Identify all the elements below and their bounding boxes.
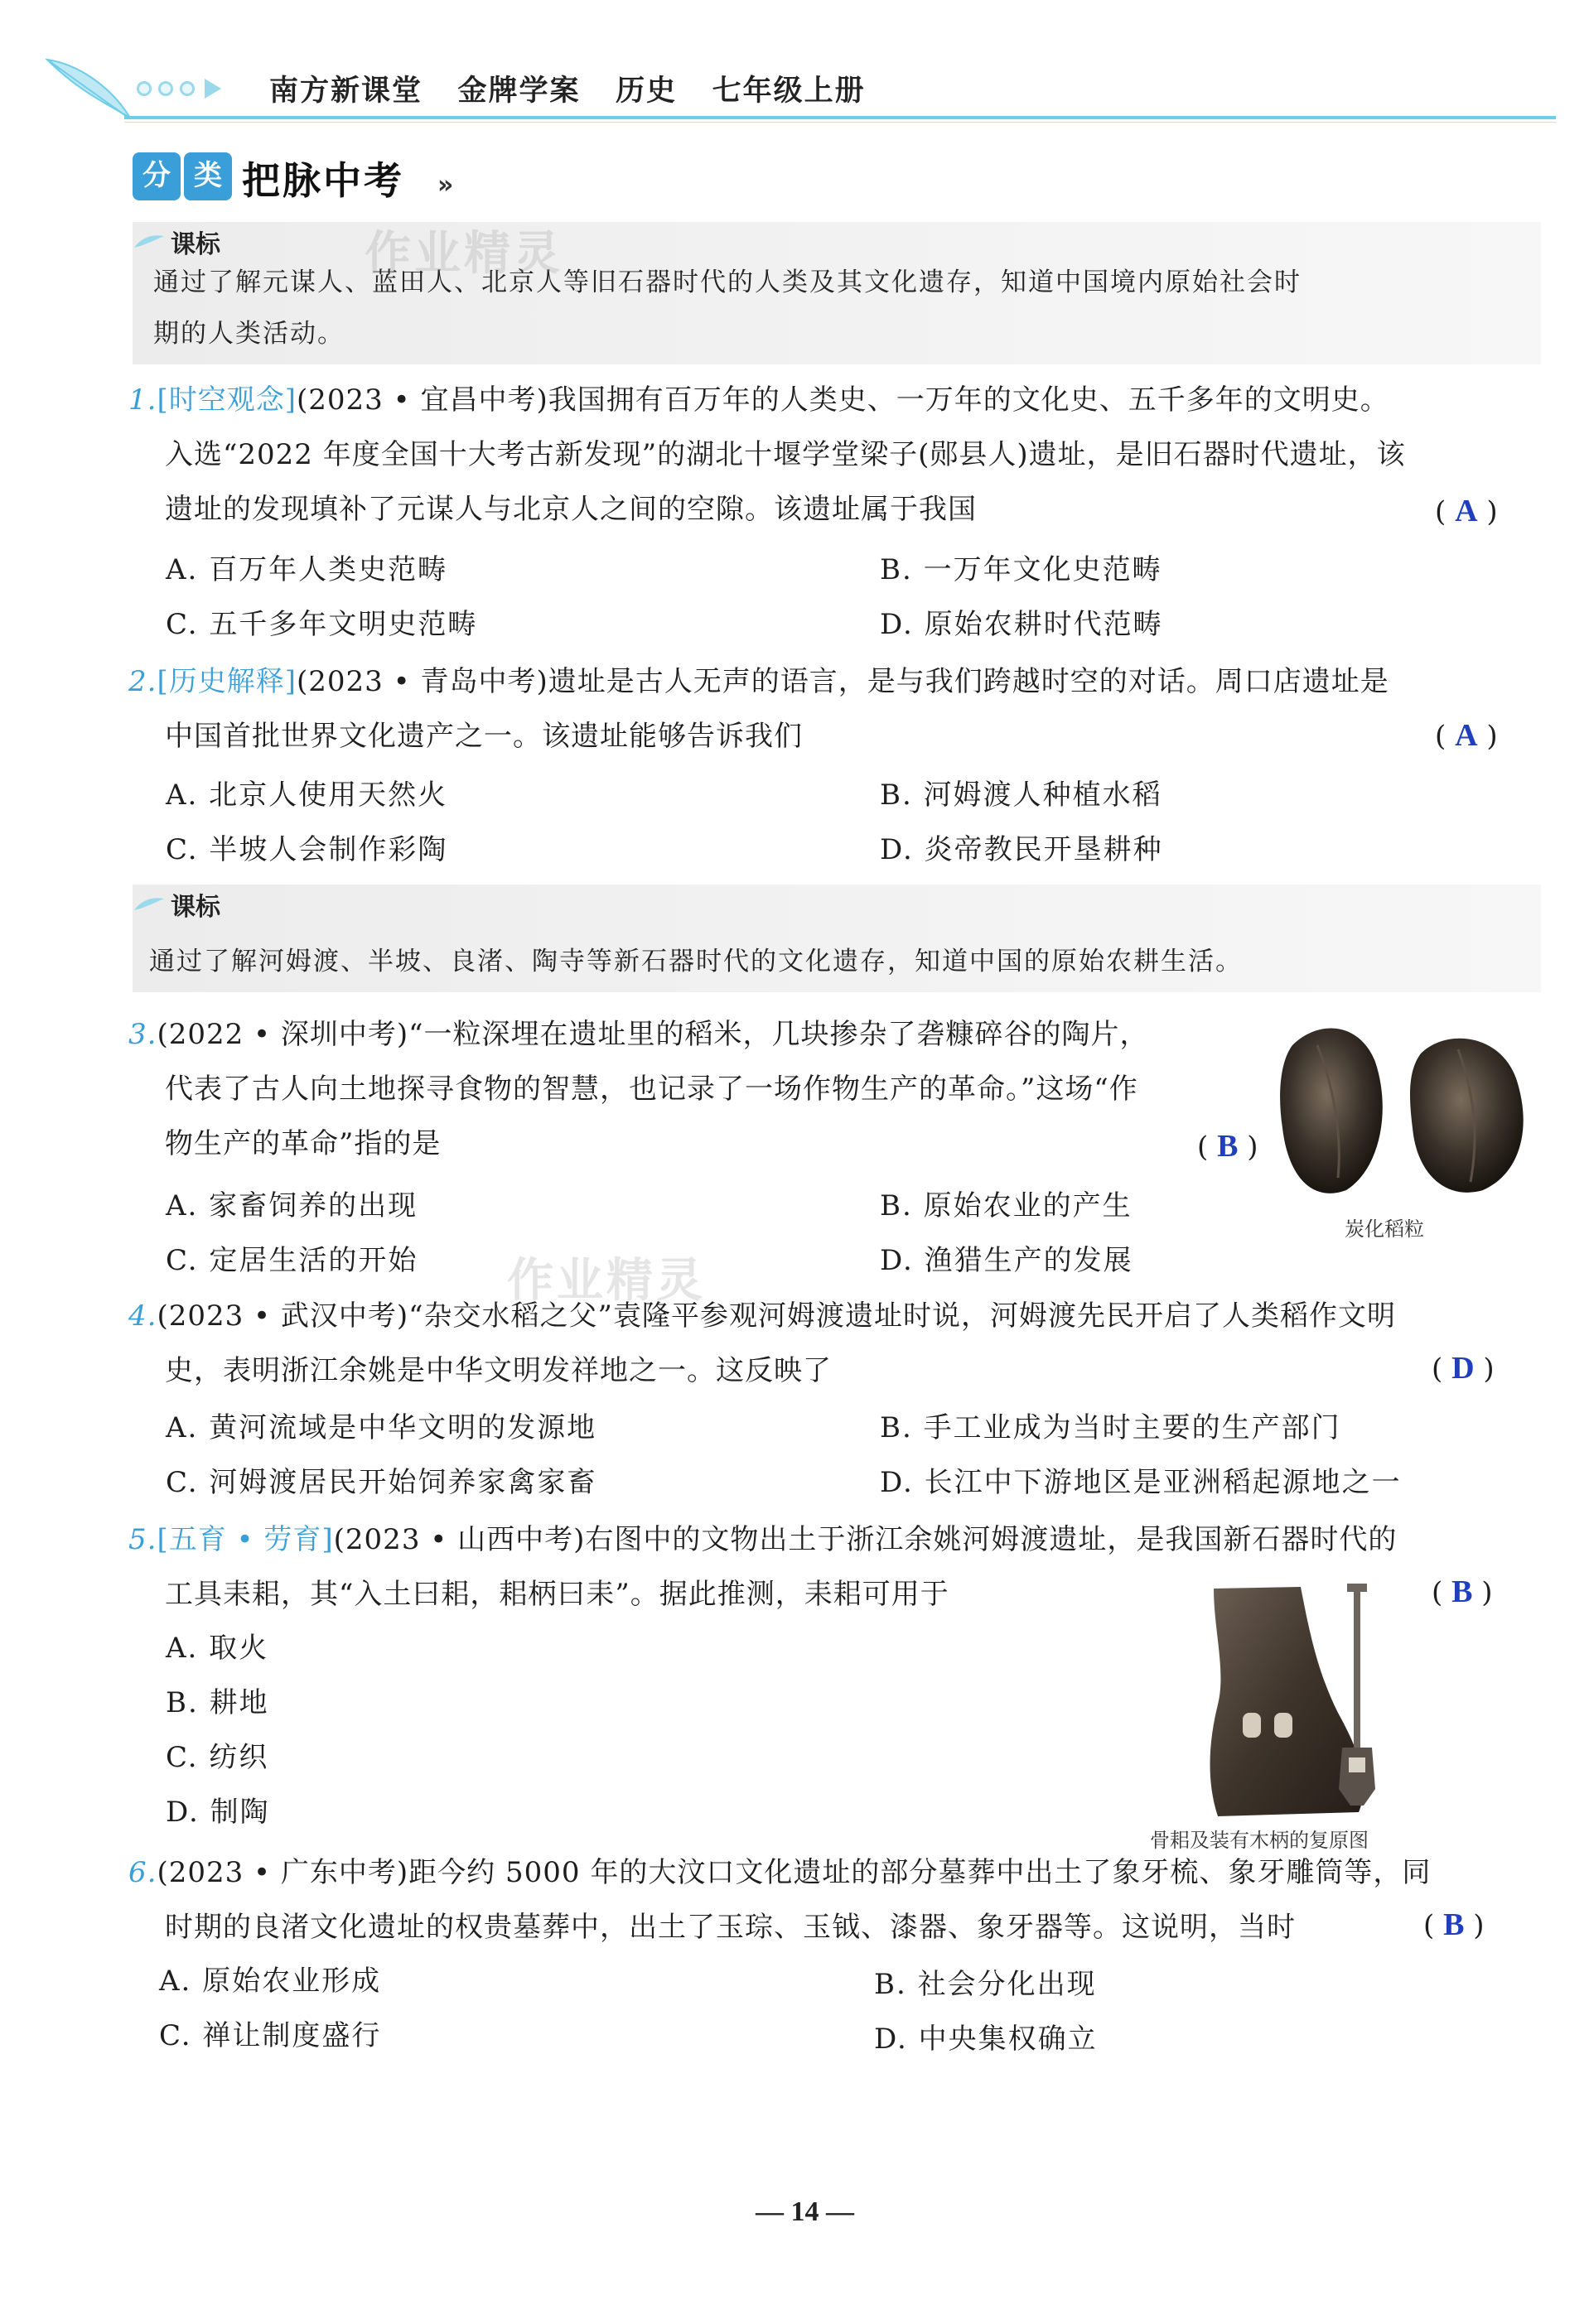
question-line: (2023 • 宜昌中考)我国拥有百万年的人类史、一万年的文化史、五千多年的文明史。 <box>296 383 1389 417</box>
option: D. 渔猎生产的发展 <box>880 1244 1133 1277</box>
question-line: (2022 • 深圳中考)“一粒深埋在遗址里的稻米，几块掺杂了砻糠碎谷的陶片， <box>157 1018 1149 1051</box>
question-line: 史，表明浙江余姚是中华文明发祥地之一。这反映了 <box>165 1354 832 1387</box>
option: A. 百万年人类史范畴 <box>166 553 448 586</box>
question-line: 时期的良渚文化遗址的权贵墓葬中，出土了玉琮、玉钺、漆器、象牙器等。这说明，当时 <box>165 1911 1296 1944</box>
answer-value: D <box>1451 1351 1475 1386</box>
option: B. 耕地 <box>166 1686 269 1719</box>
curriculum-line: 期的人类活动。 <box>153 319 345 349</box>
question-line: 入选“2022 年度全国十大考古新发现”的湖北十堰学堂梁子(郧县人)遗址，是旧石器时代遗址，该 <box>165 438 1406 471</box>
dot-icon <box>180 81 195 96</box>
option: A. 北京人使用天然火 <box>166 779 448 812</box>
answer-value: A <box>1455 494 1478 528</box>
answer-value: B <box>1217 1129 1239 1164</box>
option: D. 原始农耕时代范畴 <box>880 608 1163 641</box>
answer-value: A <box>1455 718 1478 753</box>
question-2 <box>128 654 1389 764</box>
question-tag: [时空观念] <box>157 383 297 417</box>
curriculum-label: 课标 <box>133 886 220 923</box>
question-4 <box>128 1289 1396 1398</box>
question-number: 1. <box>128 383 157 417</box>
watermark: 作业精灵 <box>365 227 563 281</box>
question-tag: [历史解释] <box>157 665 297 698</box>
header-title: 南方新课堂 金牌学案 历史 七年级上册 <box>269 75 866 108</box>
curriculum-line: 通过了解河姆渡、半坡、良渚、陶寺等新石器时代的文化遗存，知道中国的原始农耕生活。 <box>149 947 1243 976</box>
question-1 <box>128 373 1406 537</box>
image-caption: 骨耜及装有木柄的复原图 <box>1150 1829 1369 1852</box>
option: D. 中央集权确立 <box>874 2023 1098 2056</box>
header-divider <box>124 116 1556 119</box>
answer-value: B <box>1451 1574 1473 1609</box>
option: B. 河姆渡人种植水稻 <box>880 779 1162 812</box>
feather-icon <box>133 895 166 914</box>
dot-icon <box>158 81 173 96</box>
option: C. 五千多年文明史范畴 <box>166 608 478 641</box>
option: C. 纺织 <box>166 1741 269 1774</box>
question-number: 6. <box>128 1856 157 1889</box>
section-badge-char: 类 <box>184 152 232 200</box>
question-line: (2023 • 山西中考)右图中的文物出土于浙江余姚河姆渡遗址，是我国新石器时代的 <box>333 1523 1398 1556</box>
question-line: (2023 • 武汉中考)“杂交水稻之父”袁隆平参观河姆渡遗址时说，河姆渡先民开启了人类稻作文明 <box>157 1299 1396 1333</box>
section-title: 把脉中考 <box>242 158 404 203</box>
section-badge-char: 分 <box>133 152 181 200</box>
question-line: 工具耒耜，其“入土曰耜，耜柄曰耒”。据此推测，耒耜可用于 <box>165 1578 949 1611</box>
page-number: — 14 — <box>756 2196 854 2227</box>
answer-bracket: ( B ) <box>1432 1574 1493 1609</box>
feather-icon <box>133 233 166 251</box>
option: B. 一万年文化史范畴 <box>880 553 1162 586</box>
dot-icon <box>137 81 152 96</box>
question-number: 4. <box>128 1299 157 1333</box>
answer-bracket: ( A ) <box>1435 718 1498 753</box>
header-dots <box>137 79 221 99</box>
option: D. 炎帝教民开垦耕种 <box>880 833 1163 866</box>
option: C. 禅让制度盛行 <box>159 2019 382 2052</box>
option: C. 定居生活的开始 <box>166 1244 418 1277</box>
option: D. 制陶 <box>166 1796 270 1829</box>
restored-tool-image <box>1324 1582 1390 1822</box>
question-6 <box>128 1845 1431 1955</box>
section-badge <box>133 152 232 200</box>
question-line: (2023 • 青岛中考)遗址是古人无声的语言，是与我们跨越时空的对话。周口店遗址是 <box>296 665 1389 698</box>
play-arrow-icon <box>205 79 221 99</box>
option: A. 取火 <box>166 1632 269 1665</box>
question-number: 5. <box>128 1523 157 1556</box>
option: C. 河姆渡居民开始饲养家禽家畜 <box>166 1466 597 1499</box>
question-number: 2. <box>128 665 157 698</box>
answer-value: B <box>1443 1907 1465 1942</box>
curriculum-line: 通过了解元谋人、蓝田人、北京人等旧石器时代的人类及其文化遗存，知道中国境内原始社会时 <box>153 268 1302 297</box>
option: B. 原始农业的产生 <box>880 1189 1133 1222</box>
curriculum-label: 课标 <box>133 224 220 260</box>
option: D. 长江中下游地区是亚洲稻起源地之一 <box>880 1466 1402 1499</box>
answer-bracket: ( D ) <box>1432 1351 1495 1386</box>
option: B. 手工业成为当时主要的生产部门 <box>880 1411 1341 1444</box>
option: A. 原始农业形成 <box>159 1965 382 1998</box>
answer-bracket: ( A ) <box>1435 494 1498 528</box>
header-divider-thin <box>124 122 1556 123</box>
option: B. 社会分化出现 <box>874 1968 1097 2001</box>
image-caption: 炭化稻粒 <box>1345 1217 1424 1241</box>
answer-bracket: ( B ) <box>1423 1907 1485 1942</box>
curriculum-text <box>149 936 1243 987</box>
question-line: 中国首批世界文化遗产之一。该遗址能够告诉我们 <box>165 720 803 753</box>
option: A. 黄河流域是中华文明的发源地 <box>166 1411 597 1444</box>
curriculum-text <box>153 257 1302 359</box>
feather-logo-icon <box>43 51 134 126</box>
section-arrow-icon: » <box>437 171 454 200</box>
question-line: 物生产的革命”指的是 <box>165 1127 442 1160</box>
watermark: 作业精灵 <box>507 1254 706 1308</box>
option: C. 半坡人会制作彩陶 <box>166 833 448 866</box>
question-line: 遗址的发现填补了元谋人与北京人之间的空隙。该遗址属于我国 <box>165 493 977 526</box>
option: A. 家畜饲养的出现 <box>166 1189 418 1222</box>
question-3 <box>128 1007 1149 1171</box>
answer-bracket: ( B ) <box>1197 1129 1258 1164</box>
question-line: (2023 • 广东中考)距今约 5000 年的大汶口文化遗址的部分墓葬中出土了象牙梳、象牙雕筒等，同 <box>157 1856 1432 1889</box>
question-number: 3. <box>128 1018 157 1051</box>
question-line: 代表了古人向土地探寻食物的智慧，也记录了一场作物生产的革命。”这场“作 <box>165 1073 1138 1106</box>
carbonized-rice-image <box>1268 1012 1549 1211</box>
question-tag: [五育 • 劳育] <box>157 1523 334 1556</box>
